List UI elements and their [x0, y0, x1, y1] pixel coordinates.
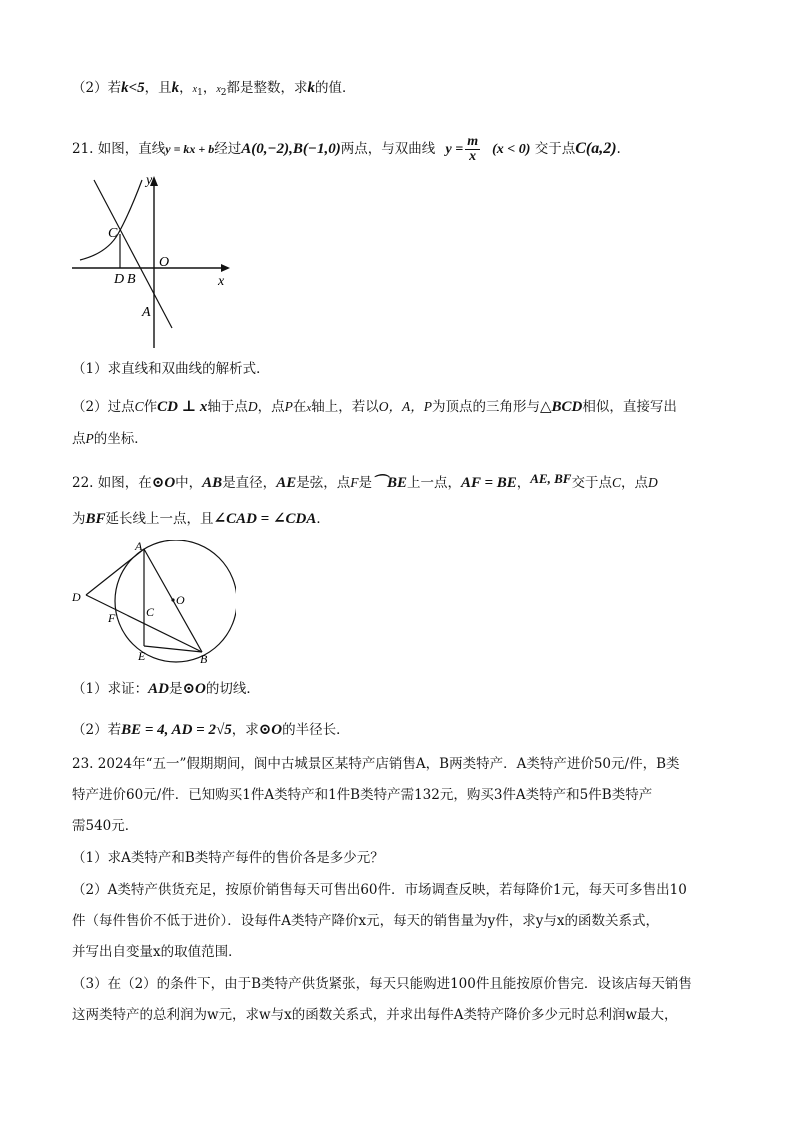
- label-f: F: [108, 611, 116, 625]
- text: 是弦，点: [296, 475, 351, 491]
- text: 的切线．: [205, 681, 260, 697]
- label-b: B: [127, 272, 136, 287]
- q22-stem: [72, 469, 658, 493]
- text: （2）过点: [72, 399, 135, 415]
- q23-part2-line1: （2）A类特产供货充足，按原价销售每天可售出60件．市场调查反映，若每降价1元，每天可多售出10: [72, 882, 687, 898]
- math: y = kx + b: [165, 142, 215, 156]
- math: (x < 0): [492, 142, 531, 157]
- label-e: E: [138, 649, 146, 663]
- text: 为顶点的三角形与: [432, 399, 540, 415]
- q23-part2-line3: 并写出自变量x的取值范围．: [72, 944, 242, 960]
- math: AE: [276, 475, 297, 491]
- q23-part2-line2: 件（每件售价不低于进价）．设每件A类特产降价x元，每天的销售量为y件，求y与x的函数关系式，: [72, 913, 659, 929]
- math: △BCD: [540, 399, 583, 415]
- figure-22-circle-diagram: [66, 540, 236, 666]
- label-o: O: [159, 255, 170, 270]
- q23-stem-line1: 23. 2024年“五一”假期期间，阆中古城景区某特产店销售A，B两类特产．A类特产进价50元/件，B类: [72, 756, 680, 772]
- text: 是: [168, 681, 183, 697]
- text: 21. 如图，直线: [72, 141, 166, 157]
- math: D: [247, 399, 258, 414]
- hyperbola-curve: [80, 180, 142, 260]
- q23-stem-line2: 特产进价60元/件．已知购买1件A类特产和1件B类特产需132元，购买3件A类特产和5件B类特产: [72, 787, 653, 803]
- math: x: [216, 84, 221, 95]
- math: ⊙O: [182, 681, 206, 697]
- text: 轴于点: [207, 399, 248, 415]
- text: 中，: [175, 475, 203, 491]
- math: ⊙O: [258, 722, 283, 738]
- math: A(0,−2),B(−1,0): [241, 141, 341, 157]
- text: 相似，直接写出: [582, 399, 677, 415]
- q21-part2-cont: [72, 429, 148, 449]
- text: 经过: [214, 141, 242, 157]
- denominator: x: [469, 149, 477, 164]
- center-point: [171, 598, 174, 601]
- text: ，: [179, 80, 193, 96]
- math: x: [306, 402, 312, 414]
- text: 上一点，: [406, 475, 461, 491]
- math: ∠CAD = ∠CDA: [213, 511, 317, 527]
- text: 在: [292, 399, 307, 415]
- math: C(a,2): [575, 140, 617, 157]
- text: 轴上，若以: [311, 399, 379, 415]
- math: O，A，P: [378, 399, 432, 414]
- text: ，求: [231, 722, 259, 738]
- math-sub: 2: [220, 88, 227, 98]
- q23-part3-line1: （3）在（2）的条件下，由于B类特产供货紧张，每天只能购进100件且能按原价售完．设该店每天销售: [72, 976, 692, 992]
- text: 两点，与双曲线: [340, 141, 436, 157]
- math: AE, BF: [530, 471, 572, 486]
- math: D: [647, 475, 658, 490]
- figure-21-coordinate-graph: [66, 168, 238, 352]
- text: 22. 如图，在: [72, 475, 152, 491]
- text: （1）求证：: [72, 681, 149, 697]
- math: P: [85, 431, 94, 446]
- q20-part2: [72, 78, 356, 103]
- q23-part1: （1）求A类特产和B类特产每件的售价各是多少元？: [72, 850, 384, 866]
- q23-stem-line3: 需540元．: [72, 818, 139, 834]
- math: P: [284, 399, 293, 414]
- text: ，点: [620, 475, 648, 491]
- q22-part1: [72, 679, 260, 699]
- text: ，点: [257, 399, 285, 415]
- math: x: [192, 84, 198, 95]
- fraction: [465, 135, 480, 164]
- q22-part2: [72, 720, 350, 740]
- text: 为: [72, 511, 86, 527]
- text: 点: [72, 431, 86, 447]
- math: k: [171, 80, 180, 96]
- math: CD ⊥ x: [157, 399, 208, 415]
- math: ⊙O: [151, 475, 176, 491]
- text: 作: [143, 399, 158, 415]
- text: （2）若: [72, 722, 122, 738]
- text: ．: [316, 511, 330, 527]
- text: .: [616, 141, 621, 157]
- math: C: [134, 399, 144, 414]
- text: （2）若: [72, 80, 122, 96]
- numerator: m: [467, 134, 479, 149]
- q22-stem-cont: [72, 509, 330, 529]
- text: 交于点: [534, 141, 576, 157]
- math: ⌒BE: [371, 475, 407, 491]
- label-a: A: [142, 305, 151, 320]
- math-sub: 1: [197, 88, 203, 98]
- text: ，: [202, 80, 217, 96]
- label-c: C: [108, 226, 118, 241]
- x-axis-arrow: [221, 264, 230, 272]
- label-d: D: [114, 272, 125, 287]
- math: C: [611, 475, 621, 490]
- q23-part3-line2: 这两类特产的总利润为w元，求w与x的函数关系式，并求出每件A类特产降价多少元时总利润w最大，: [72, 1007, 678, 1023]
- label-y: y: [146, 173, 153, 188]
- segment-da: [86, 549, 144, 595]
- text: 是直径，: [222, 475, 277, 491]
- math: BF: [85, 511, 106, 527]
- text: 的坐标．: [93, 431, 148, 447]
- q21-part1: （1）求直线和双曲线的解析式．: [72, 361, 270, 377]
- q21-part2: [72, 397, 677, 418]
- math: AF = BE: [460, 475, 517, 491]
- math: k: [307, 80, 316, 96]
- math: y =: [445, 142, 464, 157]
- math: AD: [148, 681, 169, 697]
- label-o: O: [176, 593, 185, 607]
- text: ，: [516, 475, 531, 491]
- text: 都是整数，求: [226, 80, 308, 96]
- label-d: D: [72, 590, 81, 604]
- text: 是: [358, 475, 372, 491]
- text: ，且: [144, 80, 172, 96]
- math: k<5: [121, 80, 145, 96]
- math: AB: [202, 475, 223, 491]
- math: F: [350, 475, 359, 490]
- text: 的值．: [315, 80, 356, 96]
- label-a: A: [135, 540, 143, 553]
- text: 的半径长．: [282, 722, 350, 738]
- label-b: B: [200, 652, 208, 666]
- label-c: C: [146, 605, 155, 619]
- q21-stem: [72, 132, 621, 167]
- segment-eb: [144, 646, 202, 652]
- label-x: x: [218, 274, 225, 289]
- text: 延长线上一点，且: [105, 511, 214, 527]
- math: BE = 4, AD = 2√5: [121, 722, 232, 738]
- text: 交于点: [571, 475, 612, 491]
